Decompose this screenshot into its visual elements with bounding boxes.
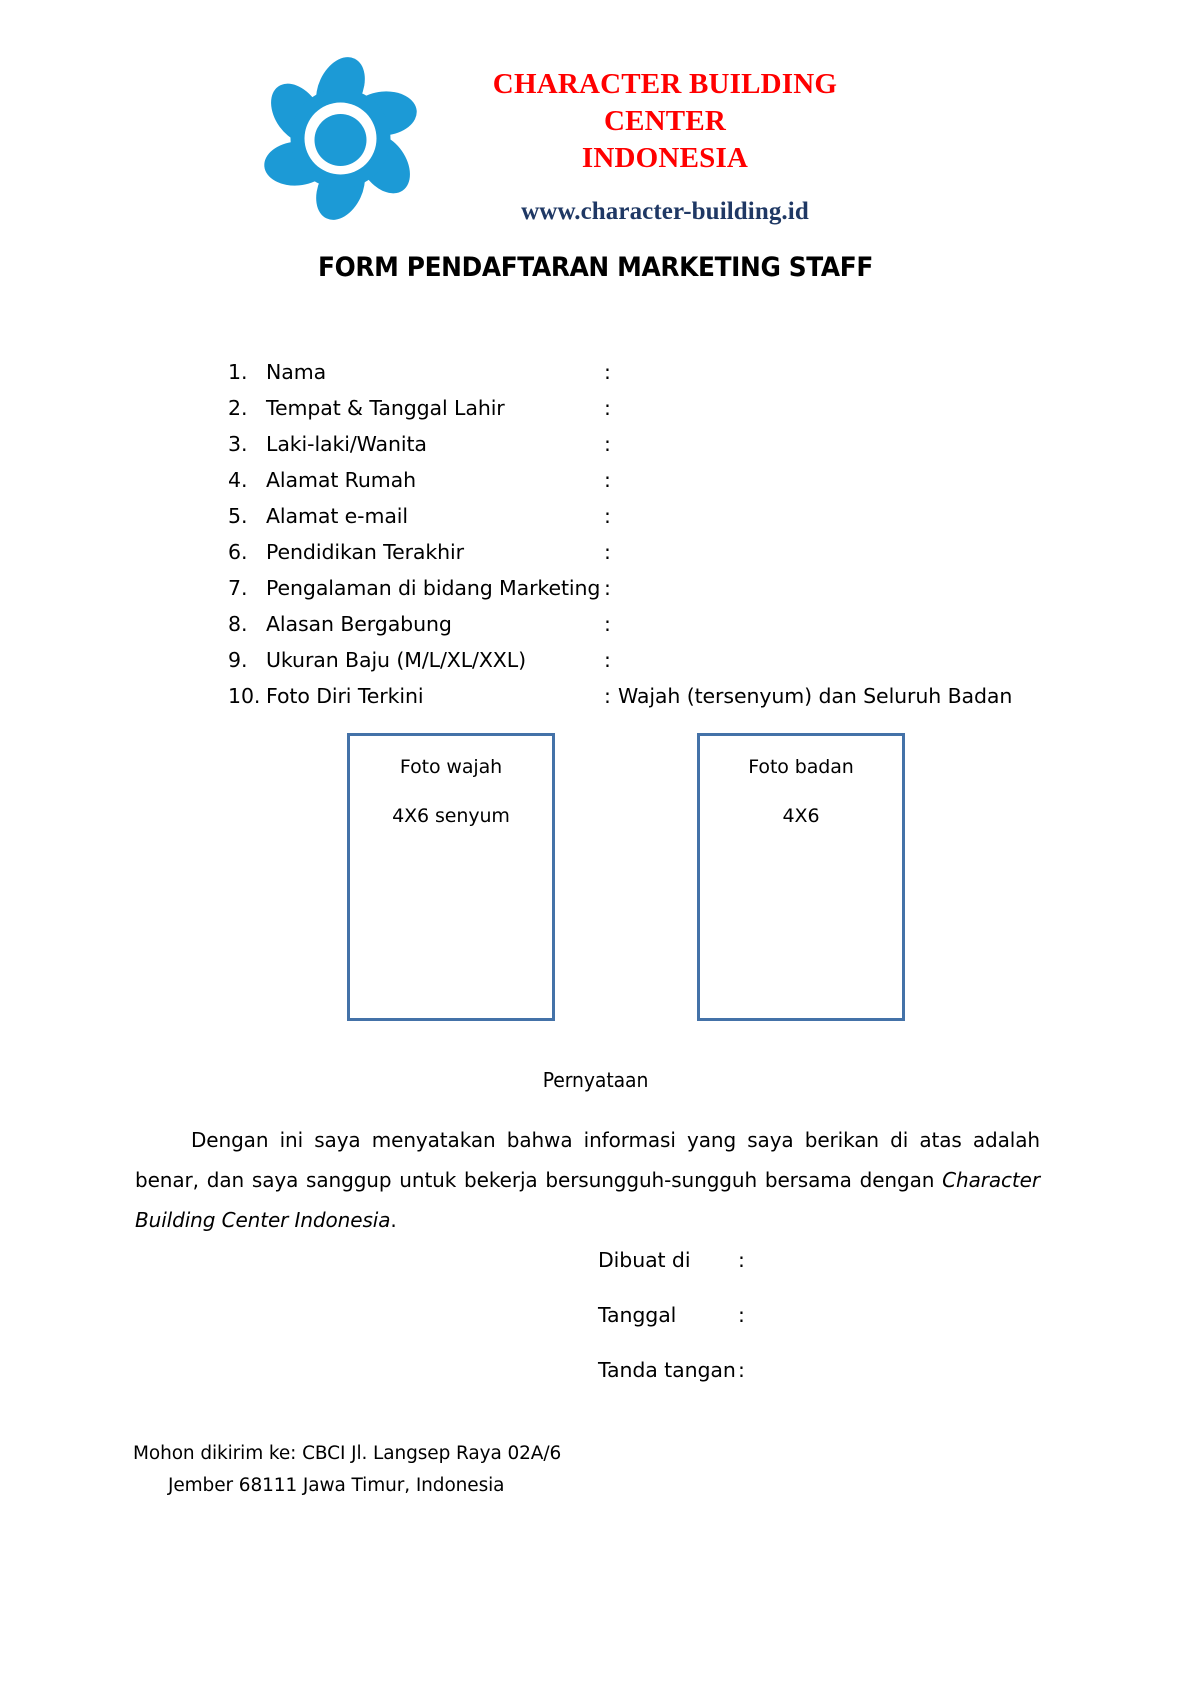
field-colon: : <box>604 612 611 636</box>
field-colon: : <box>604 432 611 456</box>
signature-block <box>598 1248 1018 1413</box>
field-number: 5. <box>228 504 248 528</box>
field-colon: : <box>604 540 611 564</box>
header-text-block <box>430 66 900 226</box>
field-value-foto-diri: Wajah (tersenyum) dan Seluruh Badan <box>618 684 1013 708</box>
form-row <box>228 360 1008 396</box>
field-number: 4. <box>228 468 248 492</box>
field-label: Alamat Rumah <box>266 468 417 492</box>
field-colon: : <box>604 684 611 708</box>
statement-text-part1: Dengan ini saya menyatakan bahwa informasi yang saya berikan di atas adalah benar, dan saya sanggup untuk bekerja bersungguh-sungguh bersama dengan <box>135 1128 1040 1192</box>
photo-box-face[interactable] <box>347 733 555 1021</box>
field-number: 9. <box>228 648 248 672</box>
field-label: Alasan Bergabung <box>266 612 452 636</box>
field-colon: : <box>604 648 611 672</box>
field-colon: : <box>604 468 611 492</box>
field-label: Pendidikan Terakhir <box>266 540 464 564</box>
form-row <box>228 504 1008 540</box>
field-number: 2. <box>228 396 248 420</box>
photo-placeholder-area <box>0 733 1191 1033</box>
document-title: FORM PENDAFTARAN MARKETING STAFF <box>318 252 873 283</box>
organization-website: www.character-building.id <box>521 198 809 226</box>
signature-label: Tanda tangan <box>598 1358 736 1382</box>
form-row <box>228 396 1008 432</box>
form-row <box>228 612 1008 648</box>
registration-field-list <box>228 360 1013 720</box>
field-colon: : <box>604 360 611 384</box>
field-colon: : <box>604 504 611 528</box>
field-colon: : <box>604 396 611 420</box>
field-label: Laki-laki/Wanita <box>266 432 427 456</box>
field-label: Ukuran Baju (M/L/XL/XXL) <box>266 648 526 672</box>
company-logo <box>258 56 423 221</box>
form-row <box>228 540 1008 576</box>
photo-body-caption: Foto badan <box>748 756 854 778</box>
signature-colon: : <box>738 1303 745 1327</box>
signature-row-tanda-tangan <box>598 1358 1018 1413</box>
field-label: Alamat e-mail <box>266 504 408 528</box>
statement-text-part2: . <box>390 1208 397 1232</box>
field-number: 6. <box>228 540 248 564</box>
photo-face-size: 4X6 senyum <box>392 805 510 827</box>
signature-label: Dibuat di <box>598 1248 691 1272</box>
photo-face-caption: Foto wajah <box>399 756 503 778</box>
field-colon: : <box>604 576 611 600</box>
form-row <box>228 648 1008 684</box>
field-label: Pengalaman di bidang Marketing <box>266 576 601 600</box>
document-header <box>0 48 1191 228</box>
photo-body-size: 4X6 <box>782 805 820 827</box>
field-number: 7. <box>228 576 248 600</box>
field-label: Nama <box>266 360 327 384</box>
field-label: Tempat & Tanggal Lahir <box>266 396 505 420</box>
footer-address-line-1: Mohon dikirim ke: CBCI Jl. Langsep Raya 02A/6 <box>133 1443 562 1464</box>
field-label: Foto Diri Terkini <box>266 684 424 708</box>
form-row <box>228 576 1008 612</box>
statement-heading: Pernyataan <box>542 1068 649 1092</box>
photo-box-body[interactable] <box>697 733 905 1021</box>
statement-text-italic: Character Building Center Indonesia <box>135 1168 1040 1232</box>
signature-label: Tanggal <box>598 1303 677 1327</box>
form-row <box>228 468 1008 504</box>
form-row <box>228 684 1013 720</box>
signature-colon: : <box>738 1248 745 1272</box>
organization-name-line-1: CHARACTER BUILDING CENTER <box>492 68 838 137</box>
signature-row-dibuat-di <box>598 1248 1018 1303</box>
field-number: 3. <box>228 432 248 456</box>
pinwheel-flower-logo-icon <box>258 56 423 221</box>
field-number: 1. <box>228 360 248 384</box>
signature-row-tanggal <box>598 1303 1018 1358</box>
field-number: 8. <box>228 612 248 636</box>
signature-colon: : <box>738 1358 745 1382</box>
organization-name-line-2: INDONESIA <box>581 141 749 174</box>
form-row <box>228 432 1008 468</box>
field-number: 10. <box>228 684 261 708</box>
statement-paragraph <box>135 1120 1040 1240</box>
footer-address-line-2: Jember 68111 Jawa Timur, Indonesia <box>168 1475 505 1496</box>
